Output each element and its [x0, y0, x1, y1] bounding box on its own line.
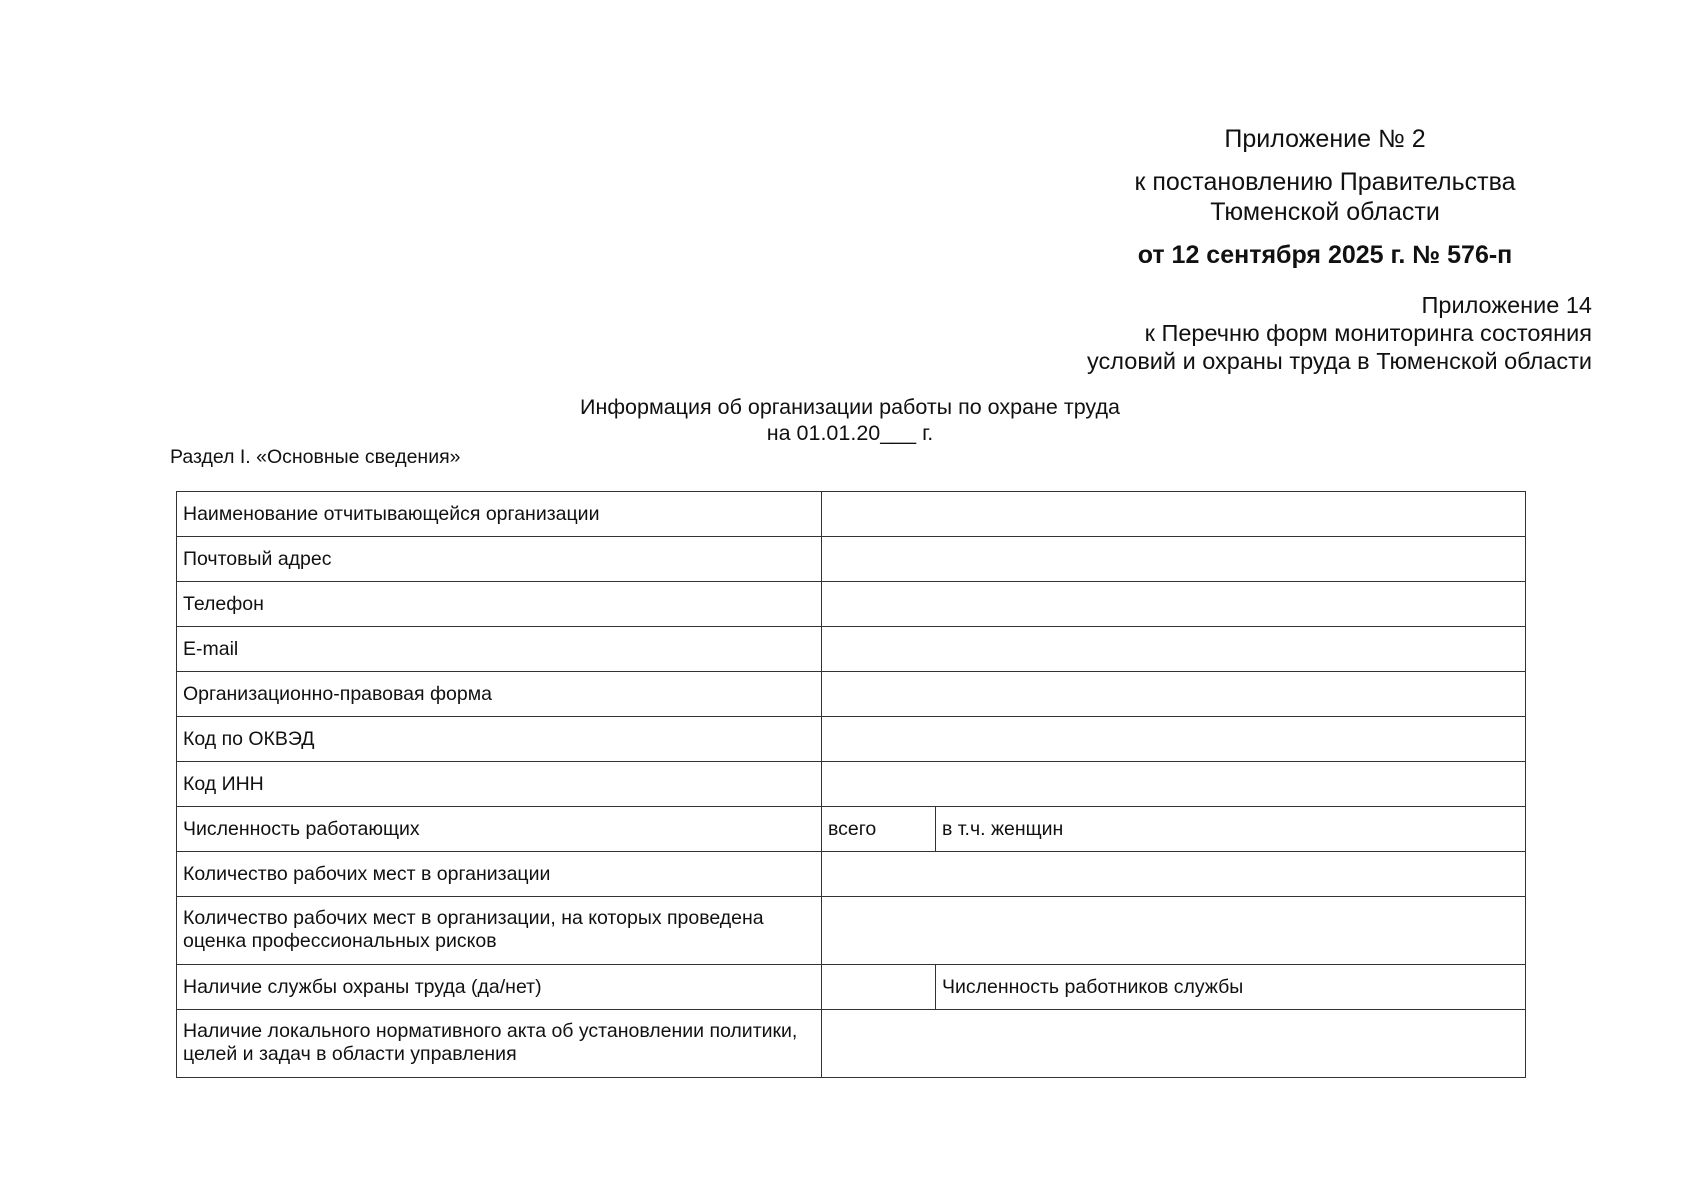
- inn-code-field[interactable]: [822, 762, 1526, 807]
- table-row: [177, 537, 1526, 582]
- table-row: [177, 582, 1526, 627]
- local-policy-act-field[interactable]: [822, 1010, 1526, 1078]
- table-row: [177, 965, 1526, 1010]
- appendix-14-line-2: к Перечню форм мониторинга состояния: [1144, 320, 1592, 346]
- postal-address-field[interactable]: [822, 537, 1526, 582]
- safety-service-yes-no-field[interactable]: [822, 965, 936, 1010]
- table-row: [177, 897, 1526, 965]
- section-title: Раздел I. «Основные сведения»: [170, 446, 461, 468]
- table-row: [177, 762, 1526, 807]
- appendix-14-line-3: условий и охраны труда в Тюменской области: [1087, 348, 1592, 374]
- row-label-risk-assessed-workplaces: Количество рабочих мест в организации, на которых проведена оценка профессиональных рисков: [177, 897, 822, 965]
- document-title-line-1: Информация об организации работы по охране труда: [580, 395, 1120, 419]
- table-row: [177, 717, 1526, 762]
- phone-field[interactable]: [822, 582, 1526, 627]
- appendix-14-line-1: Приложение 14: [1421, 292, 1592, 318]
- row-label-phone: Телефон: [177, 582, 822, 627]
- legal-form-field[interactable]: [822, 672, 1526, 717]
- document-title: [450, 394, 1250, 446]
- basic-info-table: [176, 491, 1526, 1078]
- resolution-line-2: Тюменской области: [1210, 198, 1440, 226]
- workplaces-count-field[interactable]: [822, 852, 1526, 897]
- resolution-date-number: от 12 сентября 2025 г. № 576-п: [1137, 241, 1513, 269]
- table-row: [177, 1010, 1526, 1078]
- organization-name-field[interactable]: [822, 492, 1526, 537]
- appendix-14-reference: [992, 291, 1592, 375]
- row-label-legal-form: Организационно-правовая форма: [177, 672, 822, 717]
- document-title-line-2: на 01.01.20___ г.: [766, 421, 934, 445]
- okved-code-field[interactable]: [822, 717, 1526, 762]
- row-label-safety-service: Наличие службы охраны труда (да/нет): [177, 965, 822, 1010]
- employee-women-field[interactable]: в т.ч. женщин: [936, 807, 1526, 852]
- table-row: [177, 807, 1526, 852]
- resolution-line-1: к постановлению Правительства: [1134, 168, 1516, 196]
- risk-assessed-workplaces-field[interactable]: [822, 897, 1526, 965]
- table-row: [177, 627, 1526, 672]
- safety-service-staff-field[interactable]: Численность работников службы: [936, 965, 1526, 1010]
- row-label-okved-code: Код по ОКВЭД: [177, 717, 822, 762]
- row-label-inn-code: Код ИНН: [177, 762, 822, 807]
- row-label-employee-count: Численность работающих: [177, 807, 822, 852]
- row-label-email: E-mail: [177, 627, 822, 672]
- employee-total-field[interactable]: всего: [822, 807, 936, 852]
- table-row: [177, 672, 1526, 717]
- row-label-local-policy-act: Наличие локального нормативного акта об установлении политики, целей и задач в области управления: [177, 1010, 822, 1078]
- email-field[interactable]: [822, 627, 1526, 672]
- table-row: [177, 852, 1526, 897]
- row-label-workplaces-count: Количество рабочих мест в организации: [177, 852, 822, 897]
- appendix-number: Приложение № 2: [1224, 125, 1426, 153]
- row-label-postal-address: Почтовый адрес: [177, 537, 822, 582]
- row-label-organization-name: Наименование отчитывающейся организации: [177, 492, 822, 537]
- resolution-reference: [1110, 167, 1540, 227]
- table-row: [177, 492, 1526, 537]
